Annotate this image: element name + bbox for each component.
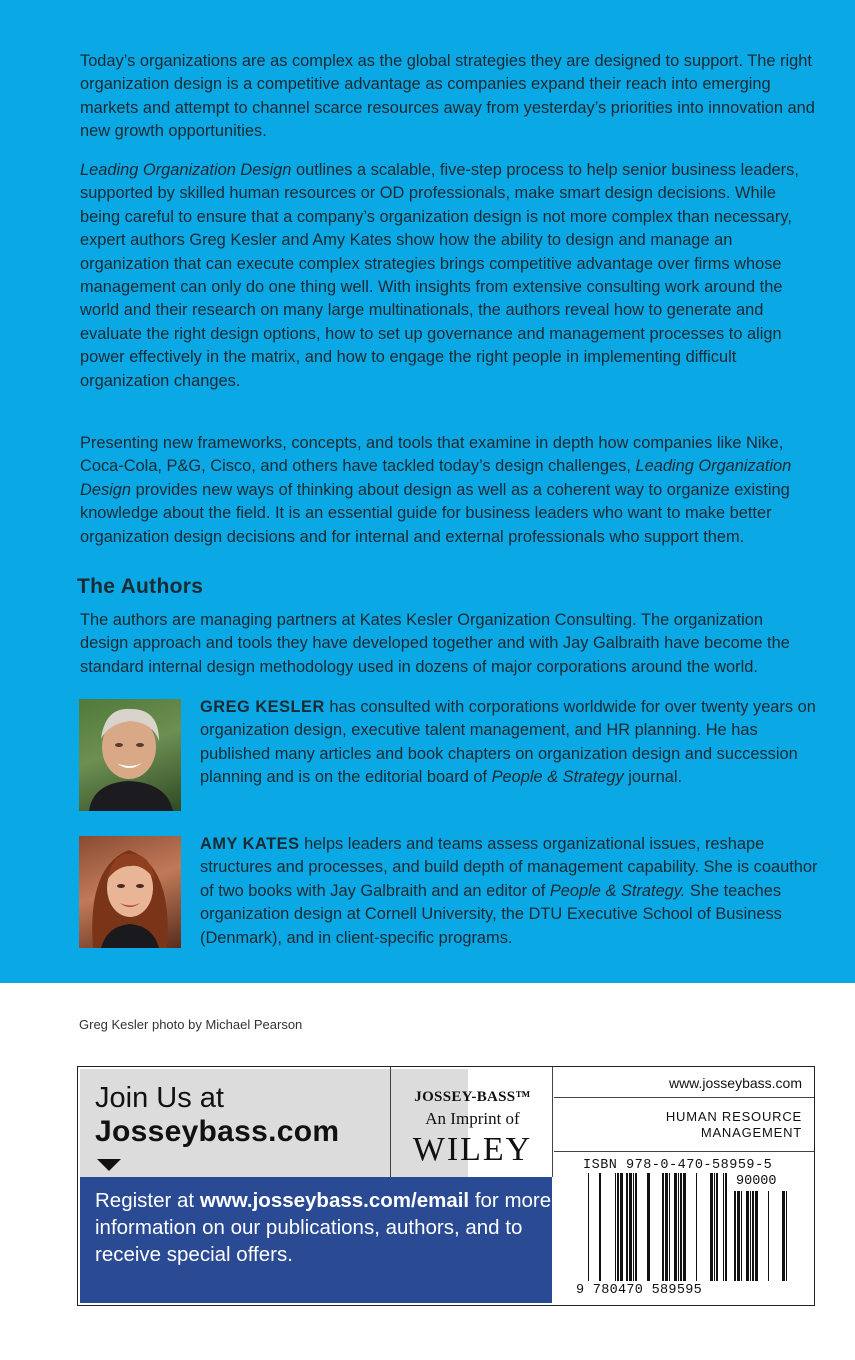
wiley-logo: WILEY [412,1131,533,1168]
barcode-bar [683,1173,686,1281]
journal-title-italic: People & Strategy. [549,881,686,900]
intro-paragraph-3-rest: provides new ways of thinking about design as well as a coherent way to organize existing knowledge about the field. It is an essential guide for business leaders who want to make better organization design decisions and for internal and external professionals who support them. [80,480,790,546]
amy-kates-bio-text: helps leaders and teams assess organizational issues, reshape structures and processes, and build depth of management capability. She is coauthor of two books with Jay Galbraith and an editor of [200,835,818,900]
intro-paragraph-1-text: Today’s organizations are as complex as the global strategies they are designed to support. The right organization design is a competitive advantage as companies expand their reach into emerging markets and attempt to channel scarce resources away from yesterday’s priorities into innovation and new growth opportunities. [80,52,815,141]
barcode-bar [633,1173,634,1281]
imprint-line: An Imprint of [425,1109,520,1128]
category-label [554,1109,802,1141]
barcode-bar [647,1173,650,1281]
barcode-bar [768,1191,769,1281]
barcode-bar [750,1191,751,1281]
divider [554,1097,814,1098]
greg-kesler-name: GREG KESLER [200,698,325,716]
intro-paragraph-3-start: Presenting new frameworks, concepts, and tools that examine in depth how companies like Nike, Coca-Cola, P&G, Cisco, and others have tackled today’s design challenges, [80,434,784,476]
category-line-2: MANAGEMENT [700,1125,802,1140]
barcode-bar [599,1173,601,1281]
barcode-bar [737,1191,740,1281]
amy-kates-bio-end: She teaches organization design at Cornell University, the DTU Executive School of Business (Denmark), and in client-specific programs. [200,881,782,947]
barcode-bar [752,1191,754,1281]
register-url-link[interactable]: www.josseybass.com/email [199,1189,470,1212]
greg-kesler-bio [200,696,820,790]
barcode-bar [674,1173,677,1281]
greg-kesler-bio-end: journal. [623,768,683,787]
barcode-bar [723,1173,724,1281]
category-line-1: HUMAN RESOURCE [665,1109,802,1124]
barcode-bar [786,1191,787,1281]
barcode-bar [678,1173,679,1281]
greg-kesler-bio-text: has consulted with corporations worldwide for over twenty years on organization design, executive talent management, and HR planning. He has published many articles and book chapters on organization design and succession planning and is on the editorial board of [200,698,816,787]
barcode-bar [620,1173,623,1281]
register-text-start: Register at [95,1189,200,1212]
amy-kates-bio [200,833,820,950]
barcode-bar [588,1173,589,1281]
barcode-bar [755,1191,758,1281]
barcode-bar [635,1173,637,1281]
barcode-bar [629,1173,632,1281]
isbn-number: ISBN 978-0-470-58959-5 [583,1158,773,1173]
barcode-bar [716,1173,718,1281]
intro-paragraph-2 [80,159,815,393]
addon-barcode-icon [732,1191,790,1281]
book-title-italic: Leading Organization Design [80,161,292,179]
journal-title-italic: People & Strategy [491,768,624,787]
imprint-logo [390,1067,553,1177]
barcode-bar [725,1173,727,1281]
book-title-italic: Leading Organization Design [80,457,792,499]
jossey-bass-brand: JOSSEY-BASS™ [414,1089,531,1105]
ean-number: 9 780470 589595 [576,1283,703,1298]
barcode-bar [617,1173,619,1281]
register-panel [80,1177,552,1303]
greg-kesler-photo [79,699,181,811]
intro-paragraph-3 [80,432,815,549]
josseybass-link[interactable]: Josseybass.com [95,1115,340,1148]
join-us-line: Join Us at [95,1082,224,1114]
price-code: 90000 [736,1174,777,1189]
amy-kates-name: AMY KATES [200,835,300,853]
barcode-bar [615,1173,616,1281]
barcode-bar [680,1173,682,1281]
intro-paragraph-2-text: outlines a scalable, five-step process to help senior business leaders, supported by skilled human resources or OD professionals, make smart design decisions. While being careful to ensure that a company’s organization design is not more complex than necessary, expert authors Greg Kesler and Amy Kates show how the ability to design and manage an organization that can execute complex strategies brings competitive advantage over firms whose management can only do one thing well. With insights from extensive consulting work around the world and their research on many large multinationals, the authors reveal how to generate and evaluate the right design options, how to set up governance and management processes to align power effectively in the matrix, and how to engage the right people in implementing difficult organization changes. [80,161,799,390]
publisher-box [77,1066,815,1306]
barcode-bar [669,1173,670,1281]
register-text-rest: for more information on our publications, authors, and to receive special offers. [95,1189,552,1266]
intro-paragraph-1 [80,50,815,144]
barcode-bar [710,1173,713,1281]
barcode-bar [746,1191,749,1281]
barcode-bar [696,1173,697,1281]
photo-credit: Greg Kesler photo by Michael Pearson [79,1017,303,1032]
divider [554,1151,814,1152]
amy-kates-portrait-icon [79,836,181,948]
barcode-bar [782,1191,785,1281]
barcode-bar [734,1191,736,1281]
authors-intro [80,609,815,679]
greg-kesler-portrait-icon [79,699,181,811]
barcode-bar [662,1173,664,1281]
triangle-down-icon [97,1159,121,1171]
authors-intro-text: The authors are managing partners at Kates Kesler Organization Consulting. The organization design approach and tools they have developed together and with Jay Galbraith have become the standard internal design methodology used in dozens of major corporations around the world. [80,611,790,676]
barcode-bar [714,1173,715,1281]
barcode-bar [741,1191,742,1281]
barcode-bar [626,1173,628,1281]
website-link[interactable]: www.josseybass.com [668,1075,802,1091]
amy-kates-photo [79,836,181,948]
authors-heading: The Authors [77,575,204,598]
barcode-bar [665,1173,668,1281]
